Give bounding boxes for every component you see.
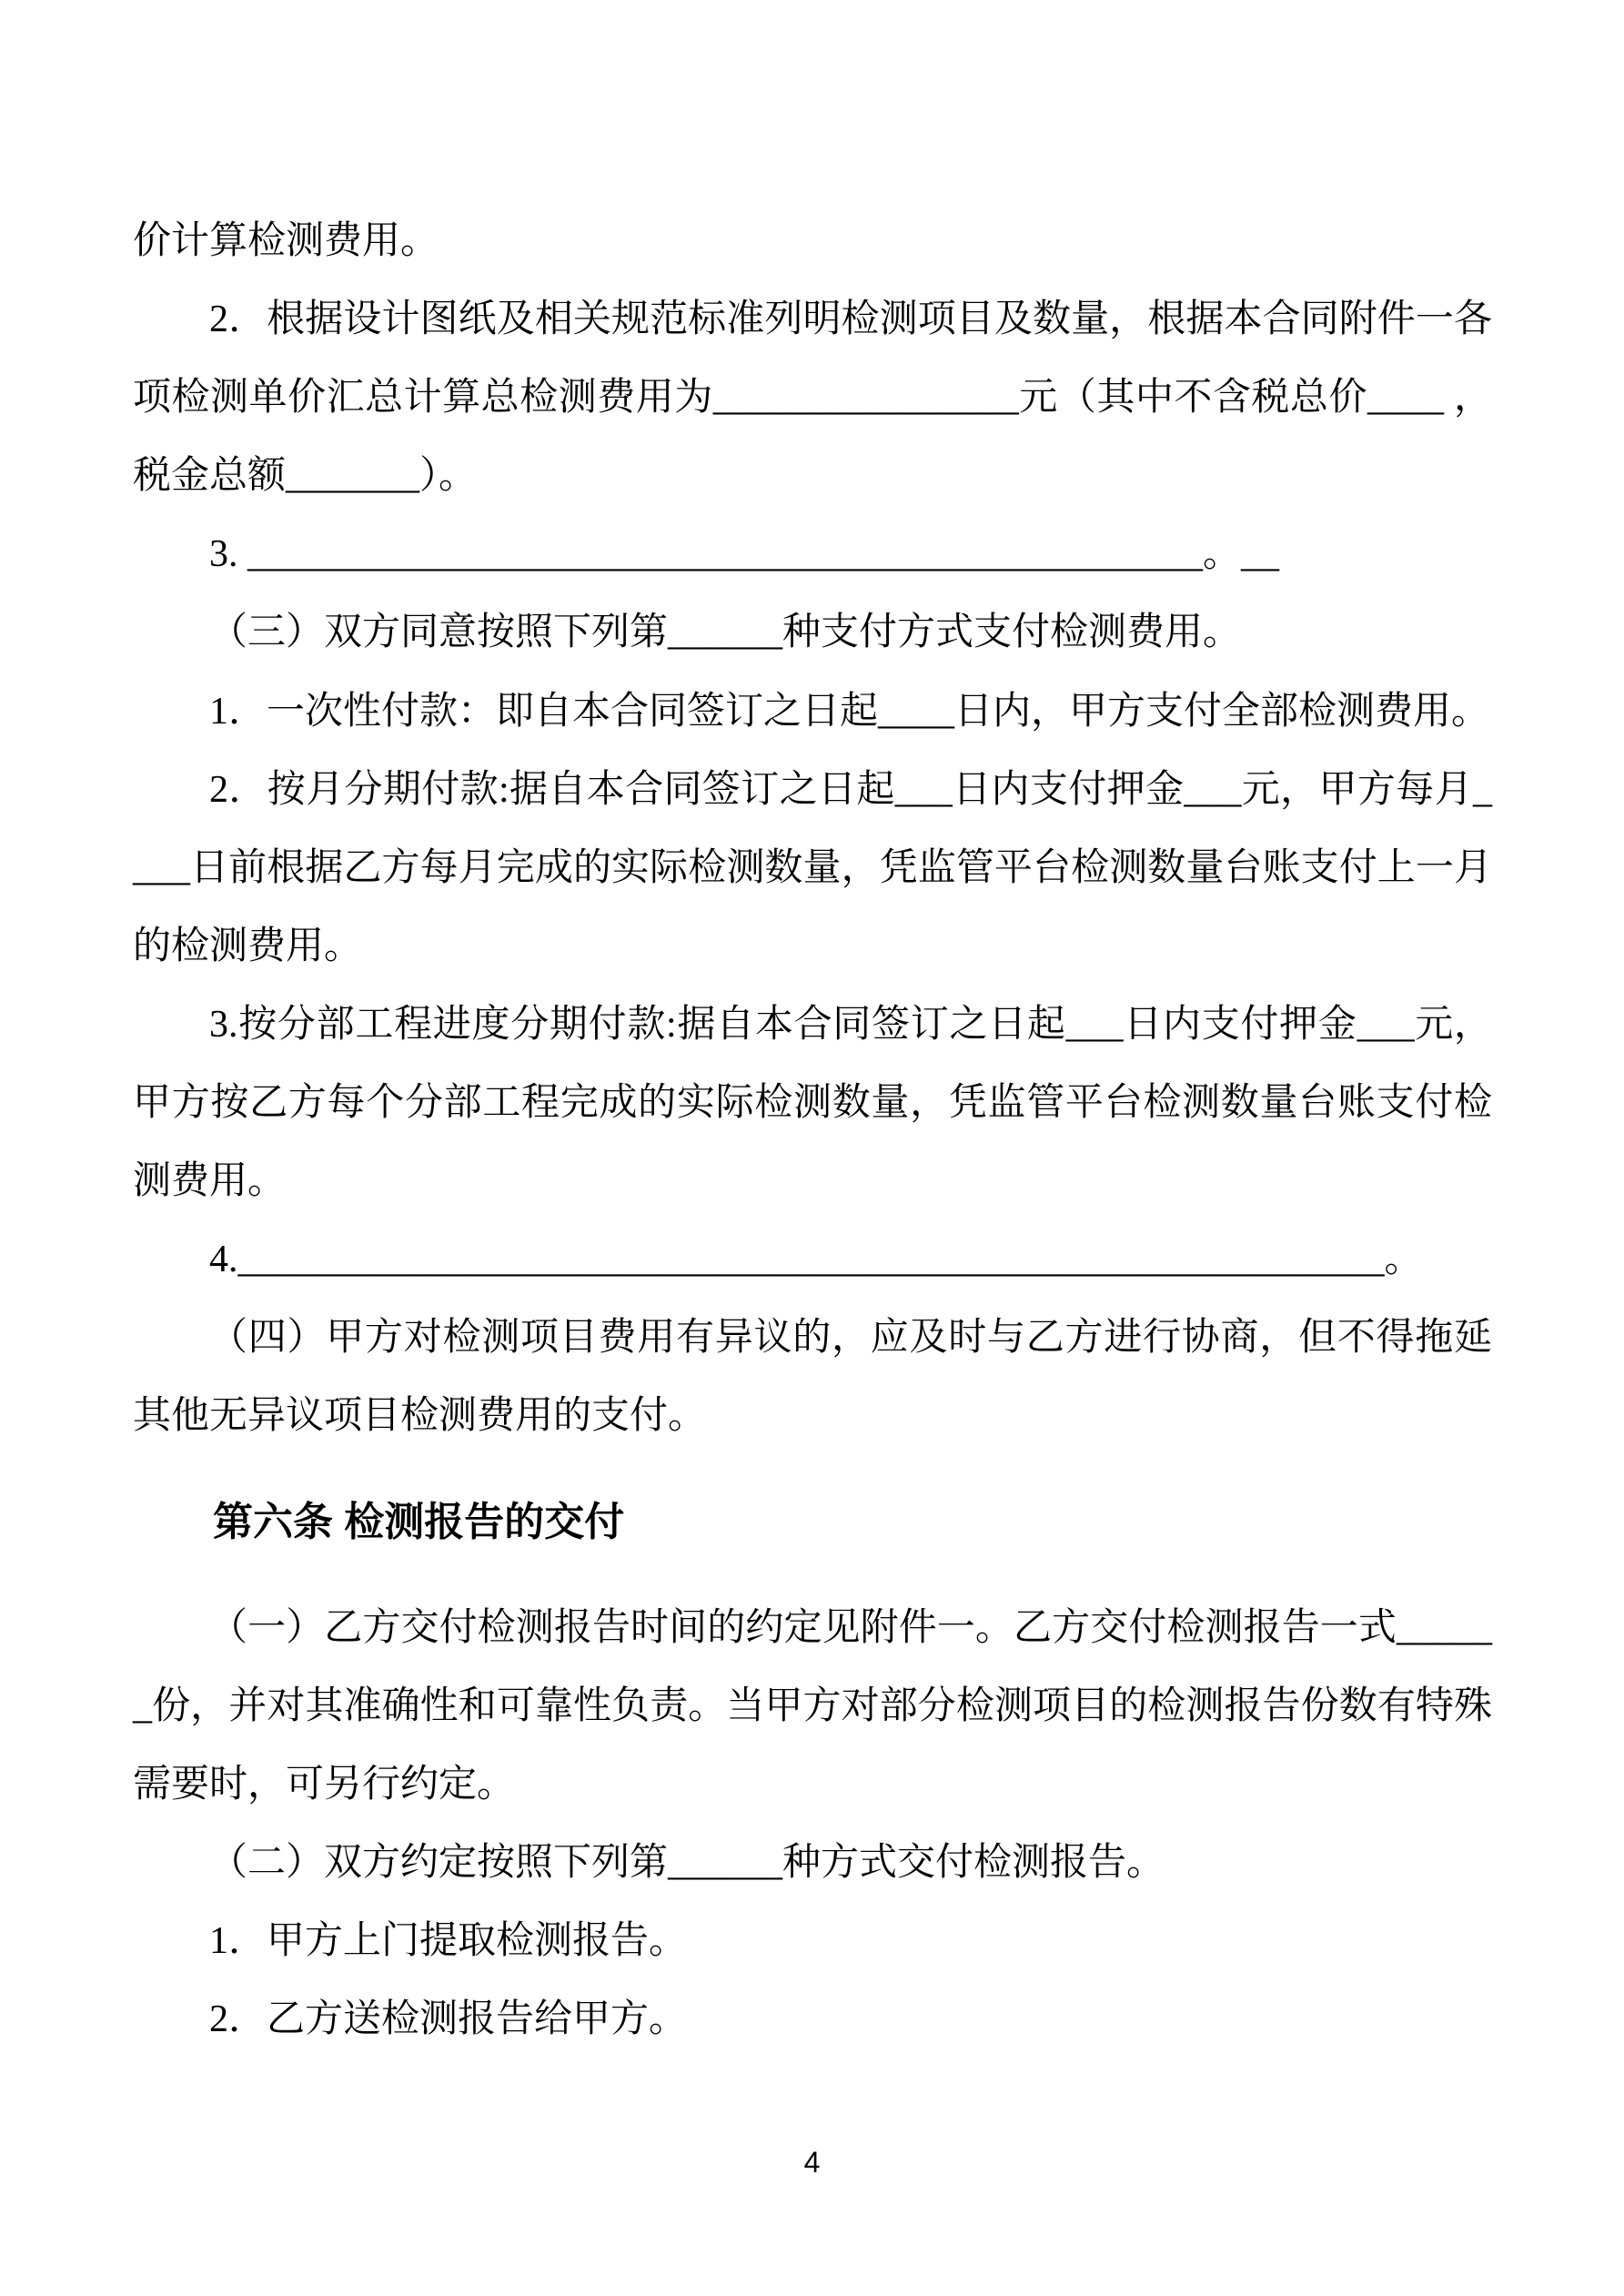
paragraph-clause2-total-fee: 2．根据设计图纸及相关规范标准列明检测项目及数量，根据本合同附件一各项检测单价汇总计算总检测费用为________________元（其中不含税总价____ ，税金总额_______）。 [133,298,1492,498]
paragraph-payment-option-3-by-stage: 3.按分部工程进度分期付款:据自本合同签订之日起___日内支付押金___元，甲方按乙方每个分部工程完成的实际检测数量，凭监管平台检测数量台账支付检测费用。 [133,1003,1492,1203]
paragraph-fee-calculation-continuation: 价计算检测费用。 [133,220,439,262]
paragraph-section4-fee-dispute: （四）甲方对检测项目费用有异议的，应及时与乙方进行协商，但不得拖延其他无异议项目检测费用的支付。 [133,1317,1492,1438]
paragraph-report-option-2-deliver: 2．乙方送检测报告给甲方。 [209,1998,688,2041]
paragraph-payment-option-2-monthly: 2．按月分期付款:据自本合同签订之日起___日内支付押金___元，甲方每月____日前根据乙方每月完成的实际检测数量，凭监管平台检测数量台账支付上一月的检测费用。 [133,768,1492,967]
heading-article6-report-delivery: 第六条 检测报告的交付 [213,1499,625,1544]
document-body [133,202,1492,2058]
paragraph-clause3-blank-line: 3. __________________________________________________。__ [209,533,1279,576]
page-number: 4 [803,2146,821,2179]
paragraph-report-delivery-method: （二）双方约定按照下列第______种方式交付检测报告。 [209,1841,1165,1884]
paragraph-report-option-1-pickup: 1．甲方上门提取检测报告。 [209,1920,688,1963]
paragraph-report-delivery-copies: （一）乙方交付检测报告时间的约定见附件一。乙方交付检测报告一式______份，并对其准确性和可靠性负责。当甲方对部分检测项目的检测报告份数有特殊需要时，可另行约定。 [133,1606,1492,1805]
paragraph-payment-option-4-blank-line: 4.____________________________________________________________。 [209,1239,1423,1281]
paragraph-section3-payment-method: （三）双方同意按照下列第______种支付方式支付检测费用。 [209,612,1242,654]
paragraph-payment-option-1-lump-sum: 1．一次性付款：即自本合同签订之日起____日内，甲方支付全部检测费用。 [209,690,1490,733]
